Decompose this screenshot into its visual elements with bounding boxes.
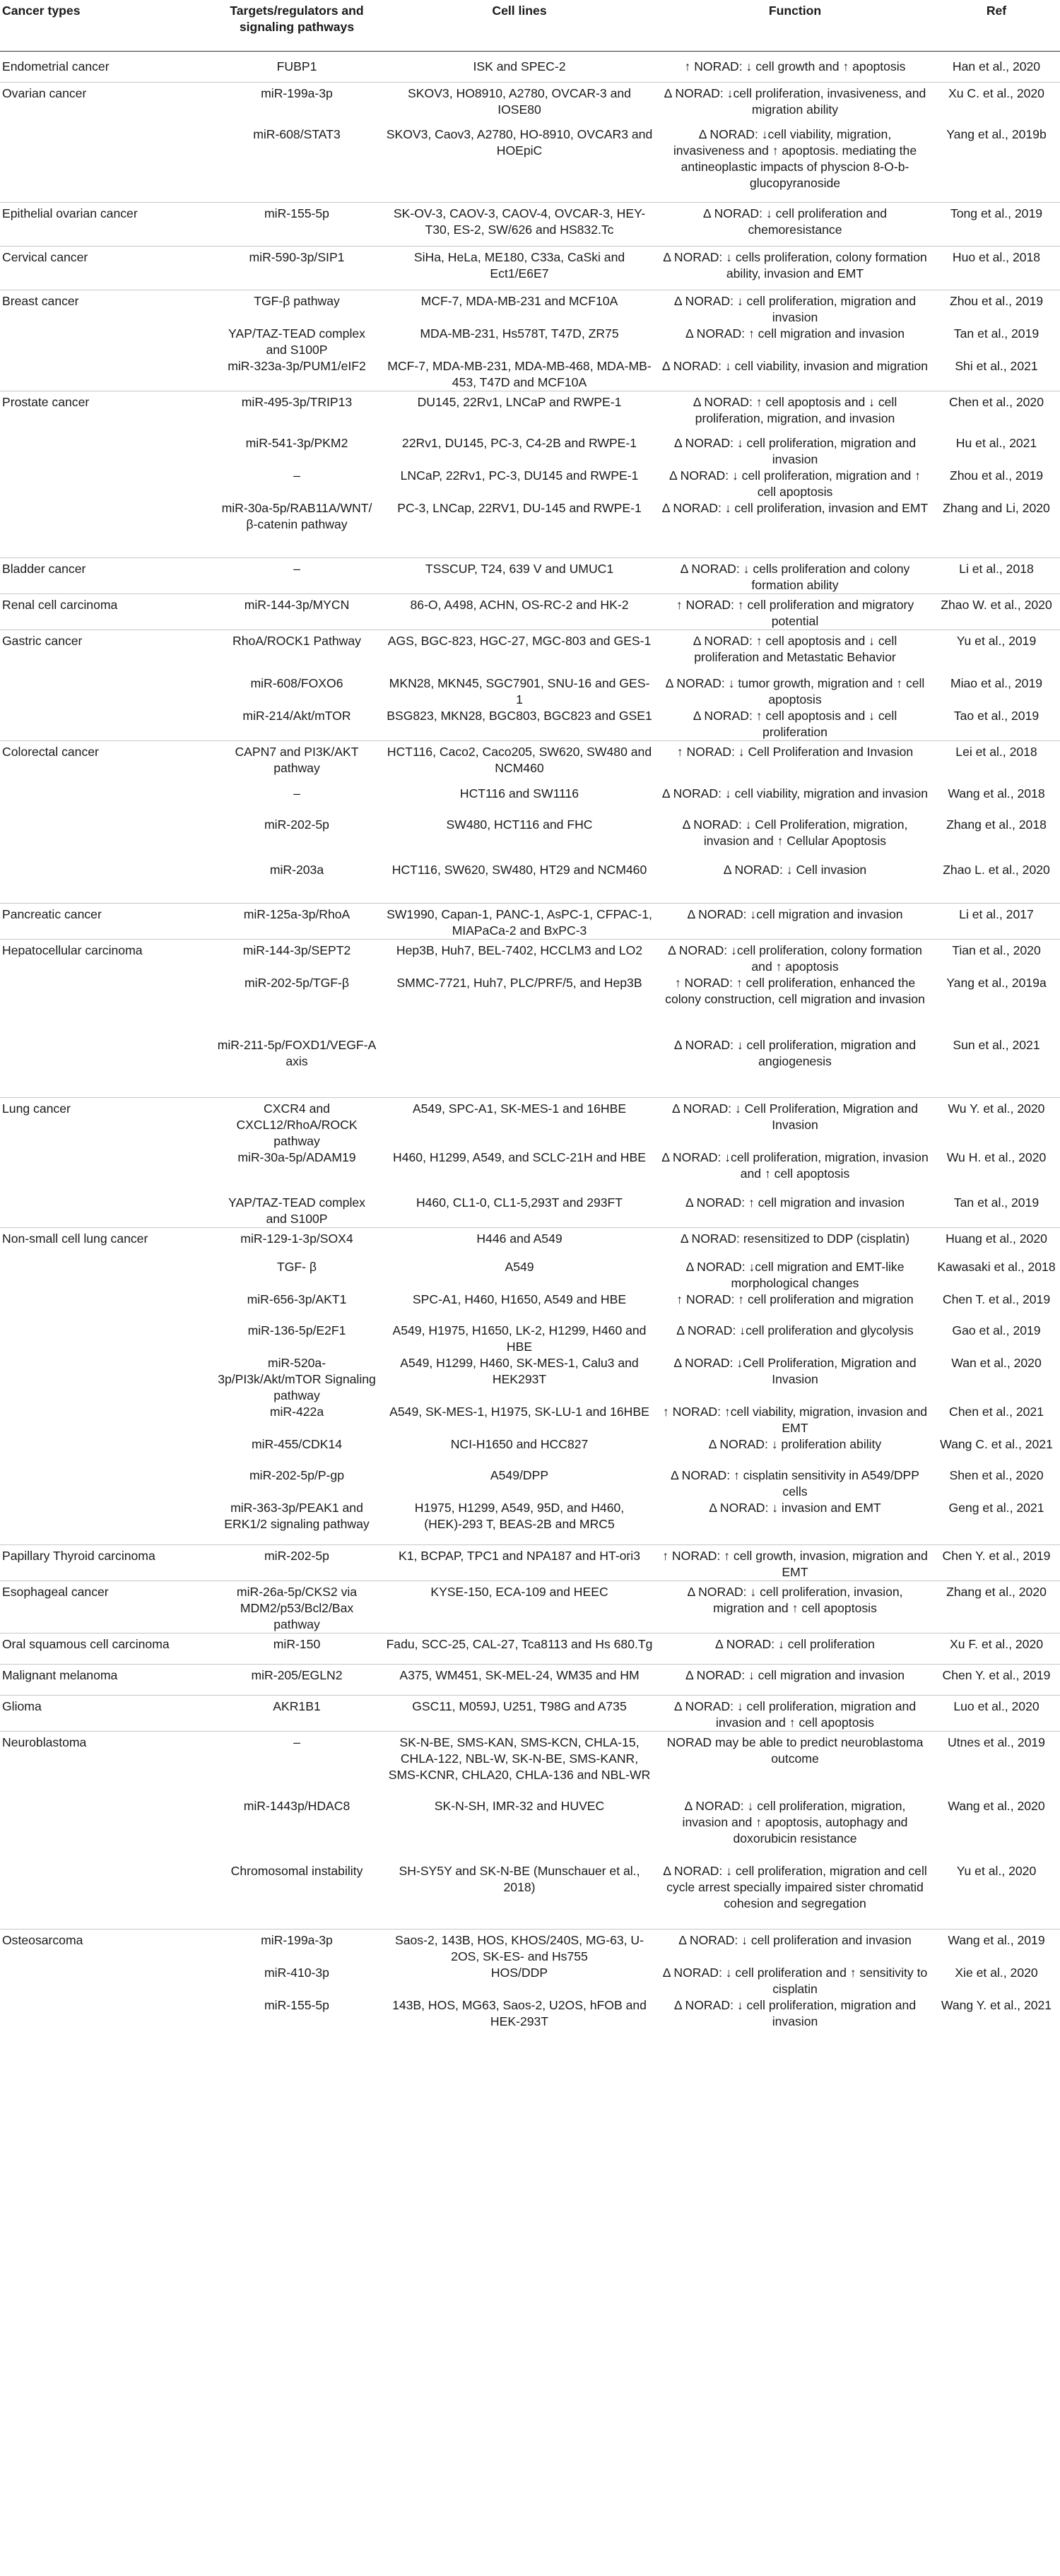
ref-cell: Yang et al., 2019b (946, 126, 1047, 141)
cancer-type-cell: Cervical cancer (0, 247, 212, 290)
function-cell: Δ NORAD: ↑ cisplatin sensitivity in A549/DPP cells (670, 1467, 920, 1499)
cancer-type-cell (0, 675, 212, 708)
cancer-type-cell (0, 708, 212, 741)
header-cell-lines: Cell lines (382, 0, 657, 52)
target-cell: miR-144-3p/SEPT2 (212, 939, 382, 975)
table-body (0, 52, 1060, 2031)
function-cell: Δ NORAD: ↓cell proliferation, invasiveness, and migration ability (657, 83, 933, 126)
target-cell: AKR1B1 (212, 1696, 382, 1732)
ref-cell: Tan et al., 2019 (953, 326, 1040, 341)
target-cell: miR-199a-3p (212, 83, 382, 126)
table-row (0, 358, 1060, 391)
function-cell: Δ NORAD: ↓ cell proliferation (657, 1633, 933, 1665)
cancer-type-cell (0, 1195, 212, 1228)
ref-cell: Yang et al., 2019a (946, 975, 1047, 990)
table-row (0, 83, 1060, 126)
cell-lines-cell: ISK and SPEC-2 (473, 59, 566, 73)
cancer-type-cell: Papillary Thyroid carcinoma (0, 1545, 212, 1581)
cell-lines-cell: SKOV3, Caov3, A2780, HO-8910, OVCAR3 and HOEpiC (386, 126, 653, 158)
cell-lines-cell: 143B, HOS, MG63, Saos-2, U2OS, hFOB and HEK-293T (392, 1998, 647, 2028)
cell-lines-cell: NCI-H1650 and HCC827 (450, 1436, 589, 1451)
cancer-type-cell (0, 1150, 212, 1195)
function-cell: Δ NORAD: ↑ cell migration and invasion (685, 326, 905, 341)
ref-cell: Shen et al., 2020 (949, 1467, 1044, 1482)
table-row (0, 1633, 1060, 1665)
cell-lines-cell: Hep3B, Huh7, BEL-7402, HCCLM3 and LO2 (382, 939, 657, 975)
ref-cell: Wang Y. et al., 2021 (941, 1998, 1052, 2012)
cell-lines-cell: K1, BCPAP, TPC1 and NPA187 and HT-ori3 (382, 1545, 657, 1581)
cell-lines-cell: SKOV3, HO8910, A2780, OVCAR-3 and IOSE80 (382, 83, 657, 126)
cell-lines-cell: A549, H1975, H1650, LK-2, H1299, H460 and HBE (392, 1323, 647, 1354)
target-cell: miR-656-3p/AKT1 (247, 1292, 347, 1306)
function-cell: Δ NORAD: ↓ cells proliferation and colony formation ability (657, 558, 933, 594)
function-cell: Δ NORAD: ↑ cell migration and invasion (685, 1195, 905, 1210)
cancer-type-cell (0, 817, 212, 862)
function-cell: Δ NORAD: ↓cell migration and invasion (657, 903, 933, 939)
target-cell: miR-495-3p/TRIP13 (212, 391, 382, 435)
cancer-type-cell: Glioma (0, 1696, 212, 1732)
function-cell: Δ NORAD: ↑ cell apoptosis and ↓ cell proliferation, migration, and invasion (657, 391, 933, 435)
ref-cell: Zhao W. et al., 2020 (933, 594, 1060, 630)
cell-lines-cell: A549 (505, 1259, 534, 1274)
target-cell: YAP/TAZ-TEAD complex and S100P (228, 1195, 365, 1226)
table-row (0, 468, 1060, 500)
target-cell: miR-410-3p (264, 1966, 329, 1980)
target-cell: CAPN7 and PI3K/AKT pathway (212, 740, 382, 786)
ref-cell: Huo et al., 2018 (933, 247, 1060, 290)
cell-lines-cell: 22Rv1, DU145, PC-3, C4-2B and RWPE-1 (401, 435, 637, 450)
table-row (0, 862, 1060, 903)
cancer-type-cell (0, 1467, 212, 1500)
table-row (0, 1581, 1060, 1633)
target-cell: miR-202-5p/P-gp (249, 1467, 344, 1482)
table-row (0, 1323, 1060, 1355)
target-cell: TGF-β pathway (212, 290, 382, 326)
cell-lines-cell: SK-N-SH, IMR-32 and HUVEC (434, 1798, 605, 1813)
ref-cell: Geng et al., 2021 (948, 1500, 1044, 1515)
ref-cell: Sun et al., 2021 (953, 1037, 1040, 1052)
table-row (0, 740, 1060, 786)
target-cell: miR-211-5p/FOXD1/VEGF-A axis (217, 1037, 377, 1068)
table-row (0, 391, 1060, 435)
cancer-type-cell: Bladder cancer (0, 558, 212, 594)
table-row (0, 1665, 1060, 1696)
target-cell: miR-155-5p (264, 1998, 329, 2012)
cell-lines-cell: SW1990, Capan-1, PANC-1, AsPC-1, CFPAC-1, MIAPaCa-2 and BxPC-3 (382, 903, 657, 939)
ref-cell: Li et al., 2017 (933, 903, 1060, 939)
table-row (0, 290, 1060, 326)
table-row (0, 500, 1060, 558)
cancer-type-cell (0, 1037, 212, 1098)
table-row (0, 247, 1060, 290)
cell-lines-cell: A549, SPC-A1, SK-MES-1 and 16HBE (382, 1098, 657, 1150)
cell-lines-cell: HCT116 and SW1116 (459, 786, 579, 800)
cancer-type-cell: Malignant melanoma (0, 1665, 212, 1696)
ref-cell: Tian et al., 2020 (933, 939, 1060, 975)
cell-lines-cell: PC-3, LNCap, 22RV1, DU-145 and RWPE-1 (397, 500, 642, 515)
function-cell: NORAD may be able to predict neuroblastoma outcome (657, 1732, 933, 1798)
cell-lines-cell (382, 1037, 657, 1098)
target-cell: miR-203a (269, 863, 324, 877)
table-row (0, 1467, 1060, 1500)
table-row (0, 1098, 1060, 1150)
table-row (0, 1355, 1060, 1404)
target-cell: YAP/TAZ-TEAD complex and S100P (228, 326, 365, 357)
target-cell: – (212, 1732, 382, 1798)
cancer-type-cell (0, 1404, 212, 1436)
target-cell: miR-199a-3p (212, 1930, 382, 1966)
ref-cell: Xu C. et al., 2020 (933, 83, 1060, 126)
table-row (0, 1150, 1060, 1195)
function-cell: Δ NORAD: ↓ cell proliferation, migration and angiogenesis (673, 1037, 917, 1068)
cancer-type-cell: Neuroblastoma (0, 1732, 212, 1798)
cancer-type-cell (0, 358, 212, 391)
function-cell: ↑ NORAD: ↓ Cell Proliferation and Invasion (657, 740, 933, 786)
ref-cell: Yu et al., 2020 (956, 1863, 1037, 1878)
target-cell: miR-214/Akt/mTOR (242, 708, 351, 723)
ref-cell: Wan et al., 2020 (951, 1355, 1042, 1370)
cancer-type-cell: Lung cancer (0, 1098, 212, 1150)
table-row (0, 1228, 1060, 1259)
target-cell: miR-30a-5p/ADAM19 (237, 1150, 356, 1164)
function-cell: ↑ NORAD: ↑ cell proliferation and migration (676, 1292, 914, 1306)
ref-cell: Utnes et al., 2019 (933, 1732, 1060, 1798)
cancer-type-cell (0, 1798, 212, 1863)
cancer-type-cell: Prostate cancer (0, 391, 212, 435)
cell-lines-cell: A549, H1299, H460, SK-MES-1, Calu3 and HEK293T (400, 1355, 639, 1386)
function-cell: Δ NORAD: ↓ invasion and EMT (709, 1500, 881, 1515)
target-cell: miR-608/STAT3 (253, 126, 341, 141)
ref-cell: Luo et al., 2020 (933, 1696, 1060, 1732)
cell-lines-cell: H460, H1299, A549, and SCLC-21H and HBE (393, 1150, 646, 1164)
ref-cell: Zhou et al., 2019 (933, 290, 1060, 326)
target-cell: RhoA/ROCK1 Pathway (212, 630, 382, 675)
target-cell: miR-541-3p/PKM2 (245, 435, 348, 450)
cancer-type-cell: Breast cancer (0, 290, 212, 326)
cell-lines-cell: SW480, HCT116 and FHC (446, 817, 593, 832)
table-row (0, 1500, 1060, 1545)
cell-lines-cell: H460, CL1-0, CL1-5,293T and 293FT (416, 1195, 623, 1210)
cancer-type-cell (0, 1292, 212, 1323)
ref-cell: Huang et al., 2020 (933, 1228, 1060, 1259)
ref-cell: Hu et al., 2021 (955, 435, 1037, 450)
cell-lines-cell: HCT116, Caco2, Caco205, SW620, SW480 and NCM460 (382, 740, 657, 786)
target-cell: miR-144-3p/MYCN (212, 594, 382, 630)
cancer-type-cell (0, 1436, 212, 1467)
table-row (0, 630, 1060, 675)
table-row (0, 1997, 1060, 2030)
function-cell: Δ NORAD: ↓ Cell Proliferation, Migration and Invasion (657, 1098, 933, 1150)
target-cell: miR-455/CDK14 (251, 1436, 343, 1451)
target-cell: miR-520a-3p/PI3k/Akt/mTOR Signaling pathway (218, 1355, 376, 1402)
cancer-type-cell: Colorectal cancer (0, 740, 212, 786)
target-cell: FUBP1 (276, 59, 317, 73)
ref-cell: Kawasaki et al., 2018 (937, 1259, 1056, 1274)
cancer-type-cell: Non-small cell lung cancer (0, 1228, 212, 1259)
target-cell: miR-590-3p/SIP1 (212, 247, 382, 290)
function-cell: Δ NORAD: ↓ cell proliferation, migration and invasion and ↑ cell apoptosis (657, 1696, 933, 1732)
table-row (0, 126, 1060, 203)
target-cell: – (293, 468, 300, 483)
cancer-type-cell (0, 126, 212, 203)
function-cell: Δ NORAD: ↓ tumor growth, migration and ↑ cell apoptosis (665, 675, 925, 707)
ref-cell: Tong et al., 2019 (933, 203, 1060, 247)
header-targets: Targets/regulators and signaling pathways (212, 0, 382, 52)
ref-cell: Xu F. et al., 2020 (933, 1633, 1060, 1665)
cell-lines-cell: H1975, H1299, A549, 95D, and H460, (HEK)-293 T, BEAS-2B and MRC5 (414, 1500, 625, 1531)
ref-cell: Zhao L. et al., 2020 (943, 863, 1050, 877)
cancer-type-cell (0, 435, 212, 468)
function-cell: Δ NORAD: ↓ cell proliferation, invasion and EMT (661, 500, 929, 515)
table-row (0, 1696, 1060, 1732)
cell-lines-cell: 86-O, A498, ACHN, OS-RC-2 and HK-2 (382, 594, 657, 630)
ref-cell: Wang et al., 2019 (933, 1930, 1060, 1966)
function-cell: Δ NORAD: ↓cell proliferation, colony formation and ↑ apoptosis (657, 939, 933, 975)
target-cell: miR-202-5p (212, 1545, 382, 1581)
target-cell: miR-608/FOXO6 (250, 675, 343, 690)
cancer-type-cell (0, 975, 212, 1037)
table-row (0, 52, 1060, 83)
target-cell: CXCR4 and CXCL12/RhoA/ROCK pathway (212, 1098, 382, 1150)
table-row (0, 975, 1060, 1037)
ref-cell: Zhang and Li, 2020 (943, 500, 1050, 515)
table-row (0, 1195, 1060, 1228)
header-function: Function (657, 0, 933, 52)
cell-lines-cell: BSG823, MKN28, BGC803, BGC823 and GSE1 (387, 708, 652, 723)
cell-lines-cell: SPC-A1, H460, H1650, A549 and HBE (412, 1292, 627, 1306)
target-cell: miR-125a-3p/RhoA (212, 903, 382, 939)
function-cell: Δ NORAD: ↓ cell proliferation, migration and invasion (673, 435, 917, 466)
cell-lines-cell: HCT116, SW620, SW480, HT29 and NCM460 (391, 863, 647, 877)
function-cell: Δ NORAD: ↓ cell proliferation, migration and ↑ cell apoptosis (669, 468, 921, 499)
cancer-type-cell: Esophageal cancer (0, 1581, 212, 1633)
cancer-type-cell (0, 326, 212, 358)
ref-cell: Yu et al., 2019 (933, 630, 1060, 675)
ref-cell: Chen T. et al., 2019 (942, 1292, 1051, 1306)
function-cell: Δ NORAD: ↓cell viability, migration, invasiveness and ↑ apoptosis. mediating the antineoplastic impacts of physcion 8-O-b-glucopyranoside (673, 126, 917, 190)
function-cell: Δ NORAD: ↑ cell apoptosis and ↓ cell proliferation (693, 708, 897, 739)
cancer-type-cell (0, 1259, 212, 1292)
table-row (0, 1930, 1060, 1966)
cancer-type-cell: Oral squamous cell carcinoma (0, 1633, 212, 1665)
cancer-type-cell: Epithelial ovarian cancer (0, 203, 212, 247)
table-row (0, 675, 1060, 708)
ref-cell: Wu H. et al., 2020 (946, 1150, 1047, 1164)
cell-lines-cell: A549, SK-MES-1, H1975, SK-LU-1 and 16HBE (389, 1404, 649, 1419)
header-row (0, 0, 1060, 52)
function-cell: Δ NORAD: ↓ cell proliferation, migration and invasion (657, 290, 933, 326)
table-row (0, 1965, 1060, 1997)
cancer-type-cell (0, 1863, 212, 1930)
table-row (0, 939, 1060, 975)
ref-cell: Zhou et al., 2019 (949, 468, 1044, 483)
function-cell: Δ NORAD: ↓cell migration and EMT-like morphological changes (685, 1259, 905, 1290)
cancer-type-cell (0, 1965, 212, 1997)
target-cell: miR-1443p/HDAC8 (243, 1798, 351, 1813)
table-row (0, 1404, 1060, 1436)
ref-cell: Lei et al., 2018 (933, 740, 1060, 786)
table-row (0, 1863, 1060, 1930)
ref-cell: Wang C. et al., 2021 (940, 1436, 1053, 1451)
ref-cell: Shi et al., 2021 (955, 359, 1038, 373)
target-cell: miR-150 (212, 1633, 382, 1665)
ref-cell: Tao et al., 2019 (953, 708, 1040, 723)
table-row (0, 594, 1060, 630)
ref-cell: Chen et al., 2020 (933, 391, 1060, 435)
ref-cell: Miao et al., 2019 (950, 675, 1043, 690)
function-cell: Δ NORAD: ↓ cell viability, invasion and migration (661, 359, 929, 373)
target-cell: miR-26a-5p/CKS2 via MDM2/p53/Bcl2/Bax pathway (212, 1581, 382, 1633)
function-cell: Δ NORAD: ↓ Cell invasion (723, 863, 867, 877)
table-row (0, 817, 1060, 862)
cell-lines-cell: SiHa, HeLa, ME180, C33a, CaSki and Ect1/E6E7 (382, 247, 657, 290)
target-cell: miR-205/EGLN2 (212, 1665, 382, 1696)
function-cell: ↑ NORAD: ↑ cell proliferation and migratory potential (657, 594, 933, 630)
cell-lines-cell: HOS/DDP (490, 1966, 548, 1980)
cancer-type-cell (0, 1323, 212, 1355)
cell-lines-cell: MCF-7, MDA-MB-231 and MCF10A (382, 290, 657, 326)
cancer-type-cell (0, 1500, 212, 1545)
target-cell: TGF- β (276, 1259, 317, 1274)
ref-cell: Wu Y. et al., 2020 (933, 1098, 1060, 1150)
target-cell: miR-30a-5p/RAB11A/WNT/β-catenin pathway (221, 500, 372, 531)
ref-cell: Wang et al., 2020 (948, 1798, 1045, 1813)
ref-cell: Li et al., 2018 (933, 558, 1060, 594)
cell-lines-cell: MKN28, MKN45, SGC7901, SNU-16 and GES-1 (389, 675, 650, 707)
cancer-type-cell: Endometrial cancer (2, 59, 110, 73)
table-row (0, 1037, 1060, 1098)
function-cell: Δ NORAD: ↓Cell Proliferation, Migration and Invasion (673, 1355, 917, 1386)
function-cell: ↑ NORAD: ↓ cell growth and ↑ apoptosis (684, 59, 906, 73)
ref-cell: Wang et al., 2018 (948, 786, 1045, 800)
target-cell: miR-422a (269, 1404, 324, 1419)
target-cell: miR-155-5p (212, 203, 382, 247)
cell-lines-cell: MDA-MB-231, Hs578T, T47D, ZR75 (420, 326, 619, 341)
cancer-type-cell (0, 468, 212, 500)
table-row (0, 1436, 1060, 1467)
target-cell: – (212, 558, 382, 594)
cancer-type-cell: Renal cell carcinoma (0, 594, 212, 630)
header-ref: Ref (933, 0, 1060, 52)
cell-lines-cell: TSSCUP, T24, 639 V and UMUC1 (382, 558, 657, 594)
function-cell: Δ NORAD: ↓ Cell Proliferation, migration, invasion and ↑ Cellular Apoptosis (682, 817, 908, 848)
function-cell: Δ NORAD: ↓ cell proliferation, migration and invasion (673, 1998, 917, 2028)
cell-lines-cell: GSC11, M059J, U251, T98G and A735 (382, 1696, 657, 1732)
ref-cell: Chen Y. et al., 2019 (933, 1545, 1060, 1581)
function-cell: Δ NORAD: ↓ proliferation ability (708, 1436, 882, 1451)
function-cell: Δ NORAD: ↓ cell migration and invasion (657, 1665, 933, 1696)
cell-lines-cell: SMMC-7721, Huh7, PLC/PRF/5, and Hep3B (396, 975, 642, 990)
header-cancer-types: Cancer types (0, 0, 212, 52)
function-cell: Δ NORAD: ↓ cell proliferation, invasion, migration and ↑ cell apoptosis (657, 1581, 933, 1633)
function-cell: Δ NORAD: ↓ cell proliferation, migration and cell cycle arrest specially impaired sister chromatid cohesion and segregation (663, 1863, 927, 1910)
function-cell: Δ NORAD: ↓cell proliferation, migration, invasion and ↑ cell apoptosis (661, 1150, 929, 1181)
target-cell: miR-129-1-3p/SOX4 (212, 1228, 382, 1259)
cell-lines-cell: SK-N-BE, SMS-KAN, SMS-KCN, CHLA-15, CHLA-122, NBL-W, SK-N-BE, SMS-KANR, SMS-KCNR, CHLA20, CHLA-136 and NBL-WR (382, 1732, 657, 1798)
cancer-type-cell: Ovarian cancer (0, 83, 212, 126)
table-row (0, 708, 1060, 741)
cancer-type-cell: Osteosarcoma (0, 1930, 212, 1966)
cell-lines-cell: MCF-7, MDA-MB-231, MDA-MB-468, MDA-MB-453, T47D and MCF10A (387, 359, 652, 389)
ref-cell: Tan et al., 2019 (953, 1195, 1040, 1210)
target-cell: miR-202-5p (264, 817, 329, 832)
target-cell: Chromosomal instability (230, 1863, 363, 1878)
function-cell: Δ NORAD: ↓ cell viability, migration and invasion (661, 786, 929, 800)
function-cell: Δ NORAD: resensitized to DDP (cisplatin) (657, 1228, 933, 1259)
cancer-type-cell (0, 1997, 212, 2030)
cell-lines-cell: A549/DPP (490, 1467, 549, 1482)
function-cell: Δ NORAD: ↓ cells proliferation, colony formation ability, invasion and EMT (657, 247, 933, 290)
table-row (0, 1732, 1060, 1798)
function-cell: Δ NORAD: ↓ cell proliferation and ↑ sensitivity to cisplatin (662, 1966, 928, 1996)
ref-cell: Gao et al., 2019 (952, 1323, 1041, 1337)
table-row (0, 1798, 1060, 1863)
ref-cell: Xie et al., 2020 (955, 1966, 1038, 1980)
ref-cell: Chen et al., 2021 (948, 1404, 1044, 1419)
cell-lines-cell: DU145, 22Rv1, LNCaP and RWPE-1 (382, 391, 657, 435)
table-row (0, 1545, 1060, 1581)
cancer-type-cell: Hepatocellular carcinoma (0, 939, 212, 975)
function-cell: ↑ NORAD: ↑ cell growth, invasion, migration and EMT (657, 1545, 933, 1581)
cell-lines-cell: H446 and A549 (382, 1228, 657, 1259)
cell-lines-cell: A375, WM451, SK-MEL-24, WM35 and HM (382, 1665, 657, 1696)
function-cell: Δ NORAD: ↓cell proliferation and glycolysis (676, 1323, 914, 1337)
ref-cell: Zhang et al., 2018 (946, 817, 1047, 832)
function-cell: ↑ NORAD: ↑cell viability, migration, invasion and EMT (662, 1404, 928, 1435)
table-row (0, 1292, 1060, 1323)
target-cell: miR-136-5p/E2F1 (247, 1323, 346, 1337)
table-row (0, 1259, 1060, 1292)
function-cell: Δ NORAD: ↑ cell apoptosis and ↓ cell proliferation and Metastatic Behavior (657, 630, 933, 675)
cancer-type-cell: Gastric cancer (0, 630, 212, 675)
function-cell: Δ NORAD: ↓ cell proliferation and invasion (657, 1930, 933, 1966)
cancer-type-cell (0, 862, 212, 903)
target-cell: miR-202-5p/TGF-β (245, 975, 349, 990)
table-row (0, 903, 1060, 939)
function-cell: Δ NORAD: ↓ cell proliferation and chemoresistance (657, 203, 933, 247)
table-row (0, 326, 1060, 358)
cancer-type-cell: Pancreatic cancer (0, 903, 212, 939)
cancer-type-cell (0, 1355, 212, 1404)
cell-lines-cell: SH-SY5Y and SK-N-BE (Munschauer et al., 2018) (399, 1863, 640, 1894)
function-cell: ↑ NORAD: ↑ cell proliferation, enhanced the colony construction, cell migration and invasion (665, 975, 925, 1006)
ref-cell: Zhang et al., 2020 (933, 1581, 1060, 1633)
table-row (0, 203, 1060, 247)
table-row (0, 435, 1060, 468)
table-row (0, 786, 1060, 817)
cell-lines-cell: LNCaP, 22Rv1, PC-3, DU145 and RWPE-1 (400, 468, 639, 483)
function-cell: Δ NORAD: ↓ cell proliferation, migration, invasion and ↑ apoptosis, autophagy and doxorubicin resistance (682, 1798, 908, 1845)
cancer-type-cell (0, 786, 212, 817)
cell-lines-cell: SK-OV-3, CAOV-3, CAOV-4, OVCAR-3, HEY-T30, ES-2, SW/626 and HS832.Tc (382, 203, 657, 247)
ref-cell: Chen Y. et al., 2019 (933, 1665, 1060, 1696)
ref-cell: Han et al., 2020 (952, 59, 1041, 73)
cell-lines-cell: KYSE-150, ECA-109 and HEEC (382, 1581, 657, 1633)
table-row (0, 558, 1060, 594)
target-cell: – (293, 786, 300, 800)
cell-lines-cell: Saos-2, 143B, HOS, KHOS/240S, MG-63, U-2OS, SK-ES- and Hs755 (382, 1930, 657, 1966)
cell-lines-cell: AGS, BGC-823, HGC-27, MGC-803 and GES-1 (382, 630, 657, 675)
target-cell: miR-363-3p/PEAK1 and ERK1/2 signaling pathway (224, 1500, 370, 1531)
target-cell: miR-323a-3p/PUM1/eIF2 (228, 359, 366, 373)
cancer-type-cell (0, 500, 212, 558)
cell-lines-cell: Fadu, SCC-25, CAL-27, Tca8113 and Hs 680.Tg (382, 1633, 657, 1665)
